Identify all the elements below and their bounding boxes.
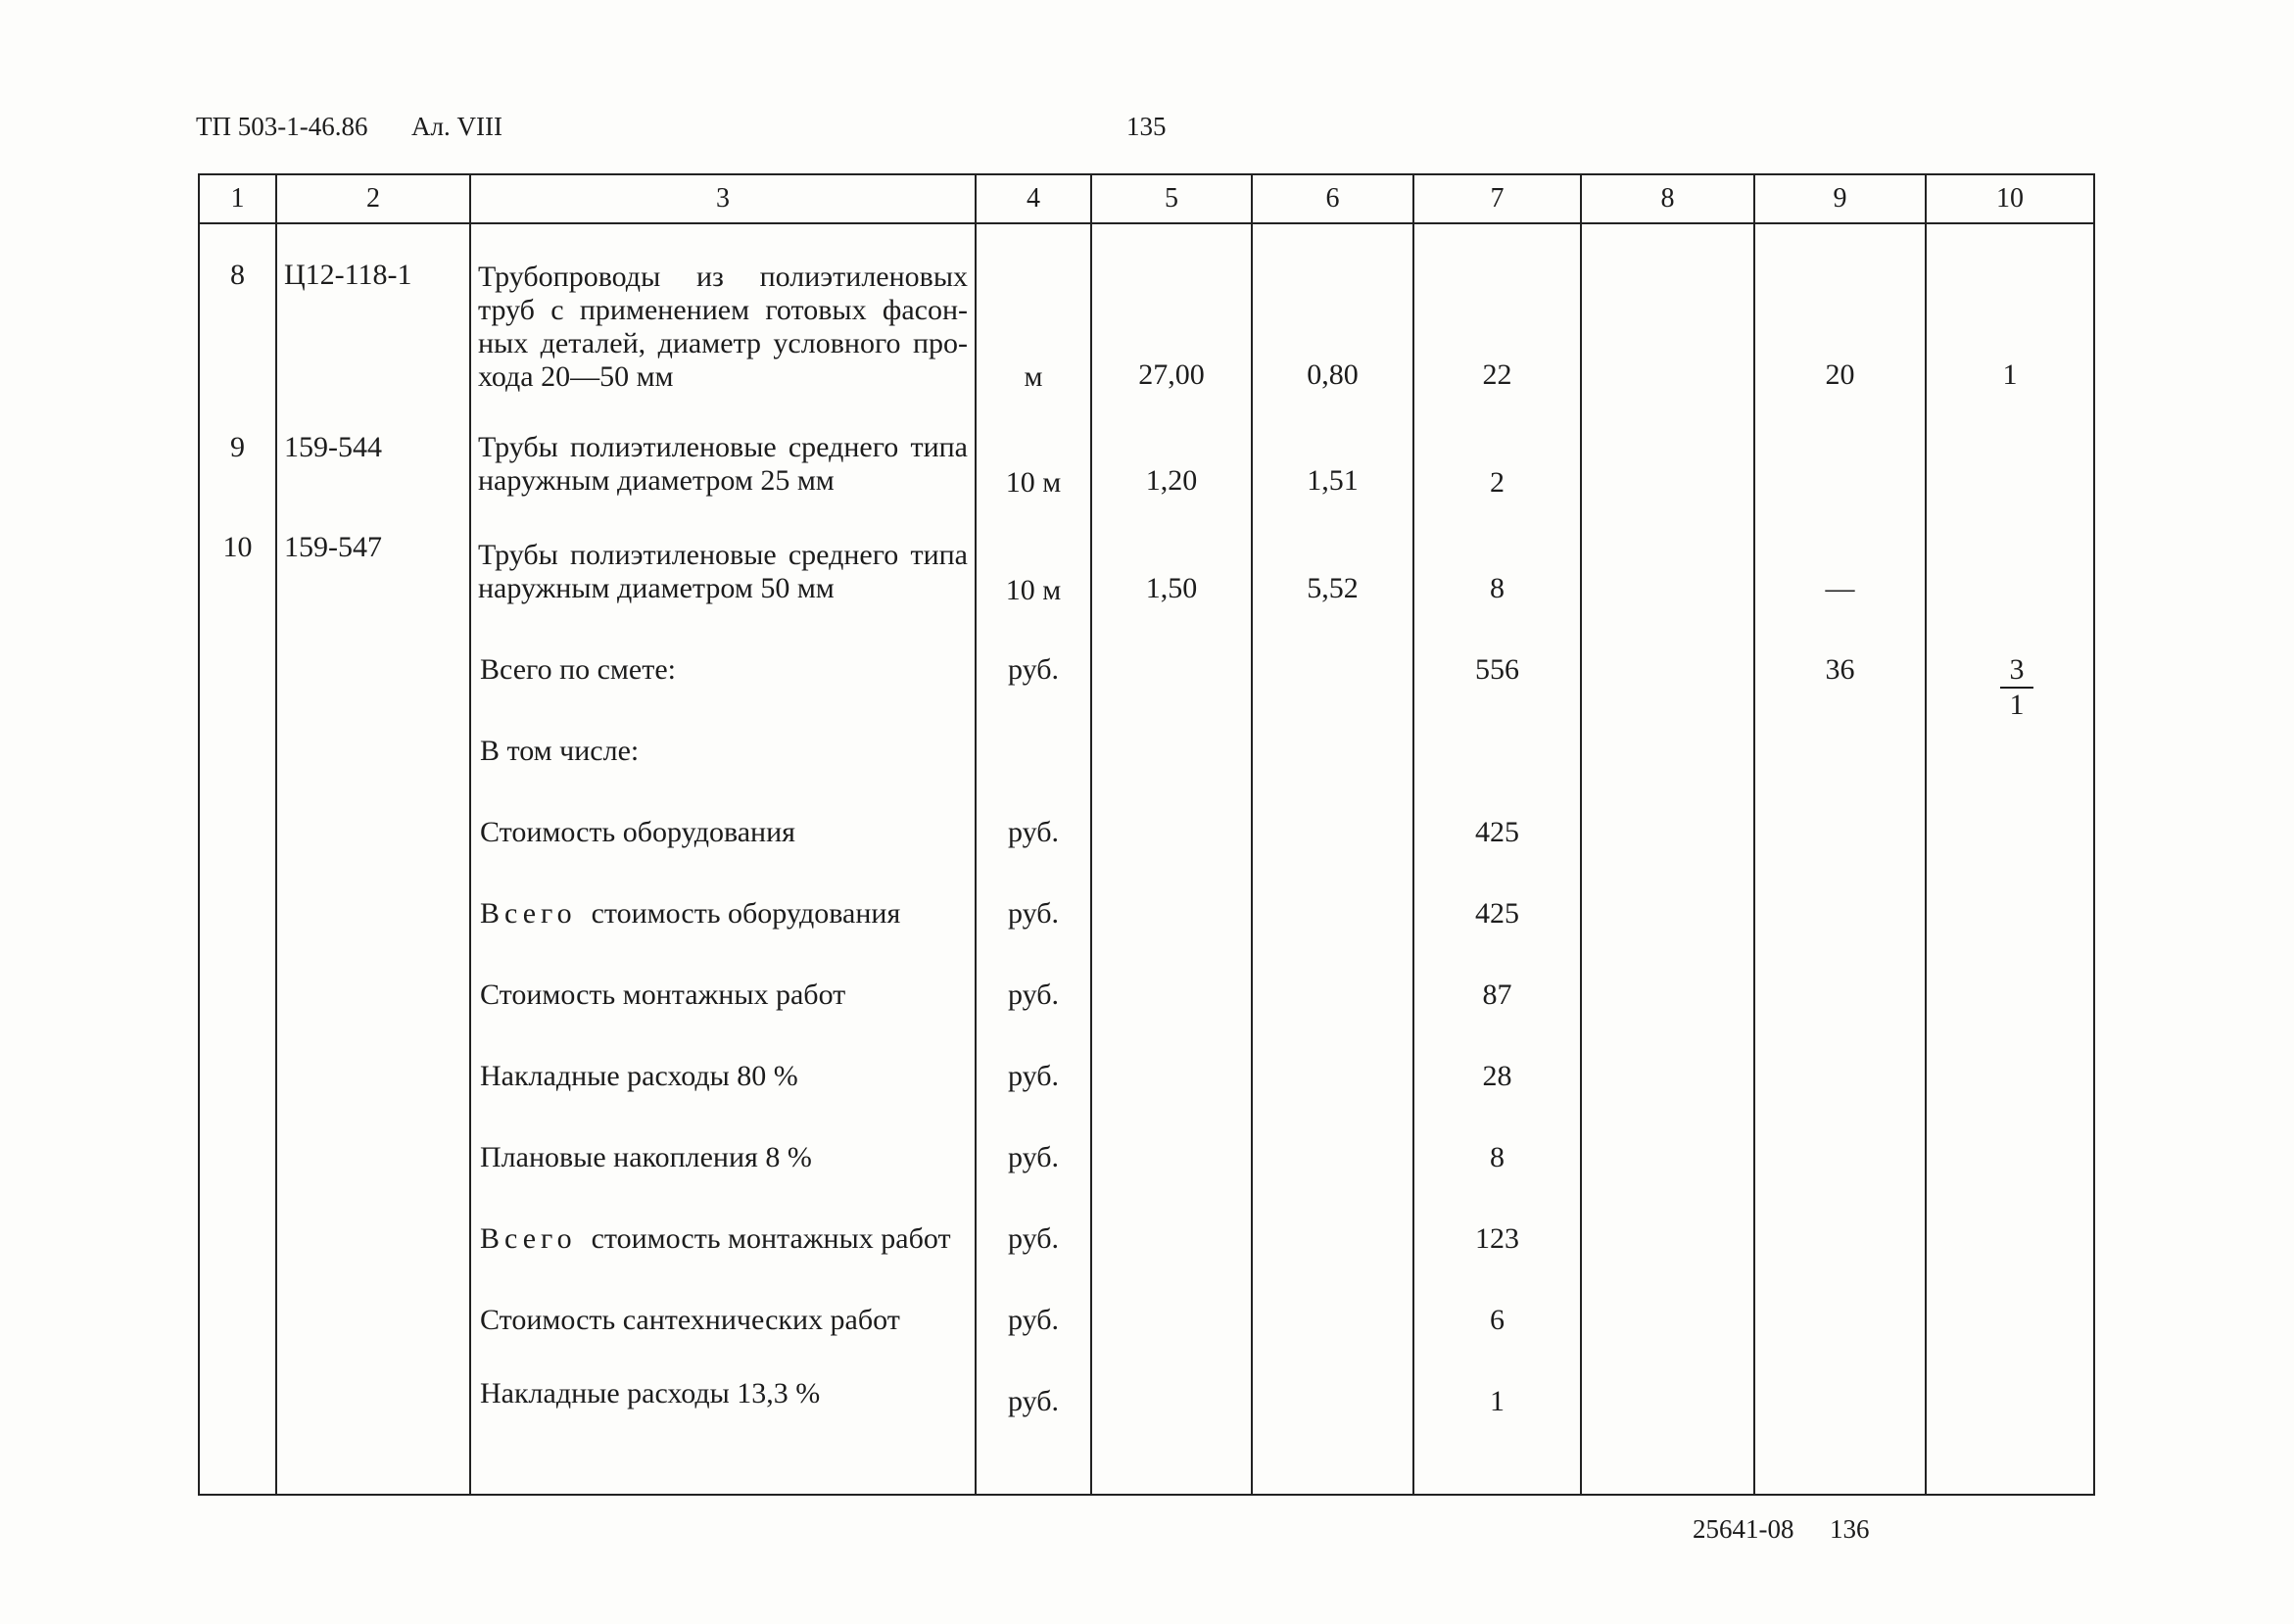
- column-header: 6: [1325, 183, 1340, 214]
- column-header: 2: [366, 183, 380, 214]
- summary-label: Стоимость монтажных работ: [480, 979, 846, 1011]
- footer-code: 25641-08: [1693, 1514, 1794, 1544]
- rate-code: 159-547: [284, 531, 382, 563]
- total-cost: 425: [1475, 816, 1519, 848]
- total-cost: 28: [1482, 1060, 1512, 1092]
- summary-label: [480, 1222, 951, 1256]
- unit: руб.: [1008, 1141, 1059, 1173]
- row-number: 10: [222, 531, 253, 563]
- unit: руб.: [1008, 1385, 1059, 1417]
- summary-label: Накладные расходы 80 %: [480, 1060, 798, 1092]
- total-cost: 6: [1490, 1304, 1505, 1336]
- summary-label: Стоимость сантехнических работ: [480, 1304, 900, 1336]
- desc-line: наружным диаметром 25 мм: [478, 464, 835, 497]
- desc-line: Трубопроводы из полиэтиленовых: [478, 261, 968, 293]
- desc-line: ных деталей, диаметр условного про-: [478, 327, 968, 359]
- unit-cost: 0,80: [1307, 358, 1359, 391]
- unit: руб.: [1008, 816, 1059, 848]
- desc-line: Трубы полиэтиленовые среднего типа: [478, 431, 968, 463]
- desc-line: наружным диаметром 50 мм: [478, 572, 835, 604]
- column-header: 5: [1165, 183, 1178, 214]
- column-header: 8: [1660, 183, 1675, 214]
- item-description: [478, 539, 968, 605]
- unit-cost: 1,51: [1307, 464, 1359, 497]
- document-code: ТП 503-1-46.86: [196, 112, 368, 141]
- col9-value: 36: [1825, 653, 1855, 686]
- quantity: 1,20: [1145, 464, 1198, 497]
- summary-label: Накладные расходы 13,3 %: [480, 1377, 821, 1409]
- label-spaced: Всего: [480, 1222, 577, 1255]
- column-header: 4: [1027, 183, 1040, 214]
- col9-value: —: [1825, 572, 1855, 604]
- total-cost: 8: [1490, 572, 1505, 604]
- total-cost: 8: [1490, 1141, 1505, 1173]
- summary-label: Всего по смете:: [480, 653, 676, 686]
- column-header: 1: [230, 183, 245, 214]
- rate-code: Ц12-118-1: [284, 259, 412, 291]
- col9-value: 20: [1825, 358, 1855, 391]
- total-cost: 87: [1482, 979, 1512, 1011]
- column-header: 10: [1996, 183, 2024, 214]
- label-rest: стоимость монтажных работ: [591, 1222, 951, 1255]
- row-number: 9: [230, 431, 245, 463]
- desc-line: Трубы полиэтиленовые среднего типа: [478, 539, 968, 571]
- unit: м: [1024, 360, 1043, 393]
- unit: 10 м: [1005, 574, 1062, 606]
- row-number: 8: [230, 259, 245, 291]
- total-cost: 2: [1490, 466, 1505, 499]
- summary-label: Стоимость оборудования: [480, 816, 795, 848]
- column-header: 3: [716, 183, 730, 214]
- summary-label: Плановые накопления 8 %: [480, 1141, 812, 1173]
- total-cost: 22: [1482, 358, 1512, 391]
- fraction-denominator: 1: [2009, 689, 2025, 721]
- fraction-numerator: 3: [2000, 653, 2033, 689]
- album-number: Ал. VIII: [411, 112, 502, 141]
- unit: руб.: [1008, 979, 1059, 1011]
- including-label: В том числе:: [480, 735, 640, 767]
- quantity: 1,50: [1145, 572, 1198, 604]
- unit: руб.: [1008, 1222, 1059, 1255]
- unit: руб.: [1008, 1304, 1059, 1336]
- label-rest: стоимость оборудования: [591, 897, 901, 930]
- label-spaced: Всего: [480, 897, 577, 930]
- unit-cost: 5,52: [1307, 572, 1359, 604]
- quantity: 27,00: [1138, 358, 1205, 391]
- item-description: [478, 261, 968, 394]
- unit: руб.: [1008, 897, 1059, 930]
- total-cost: 556: [1475, 653, 1519, 686]
- total-cost: 1: [1490, 1385, 1505, 1417]
- unit: 10 м: [1005, 466, 1062, 499]
- column-header: 7: [1490, 183, 1505, 214]
- unit: руб.: [1008, 653, 1059, 686]
- summary-label: [480, 897, 900, 931]
- total-cost: 425: [1475, 897, 1519, 930]
- item-description: [478, 431, 968, 498]
- col10-value: 1: [2002, 358, 2018, 391]
- footer-page-number: 136: [1830, 1514, 1870, 1544]
- col10-fraction: [1992, 653, 2041, 722]
- desc-line: труб с применением готовых фасон-: [478, 294, 968, 326]
- column-header: 9: [1833, 183, 1847, 214]
- unit: руб.: [1008, 1060, 1059, 1092]
- total-cost: 123: [1475, 1222, 1519, 1255]
- desc-line: хода 20—50 мм: [478, 360, 674, 393]
- rate-code: 159-544: [284, 431, 382, 463]
- page-number: 135: [1126, 112, 1167, 141]
